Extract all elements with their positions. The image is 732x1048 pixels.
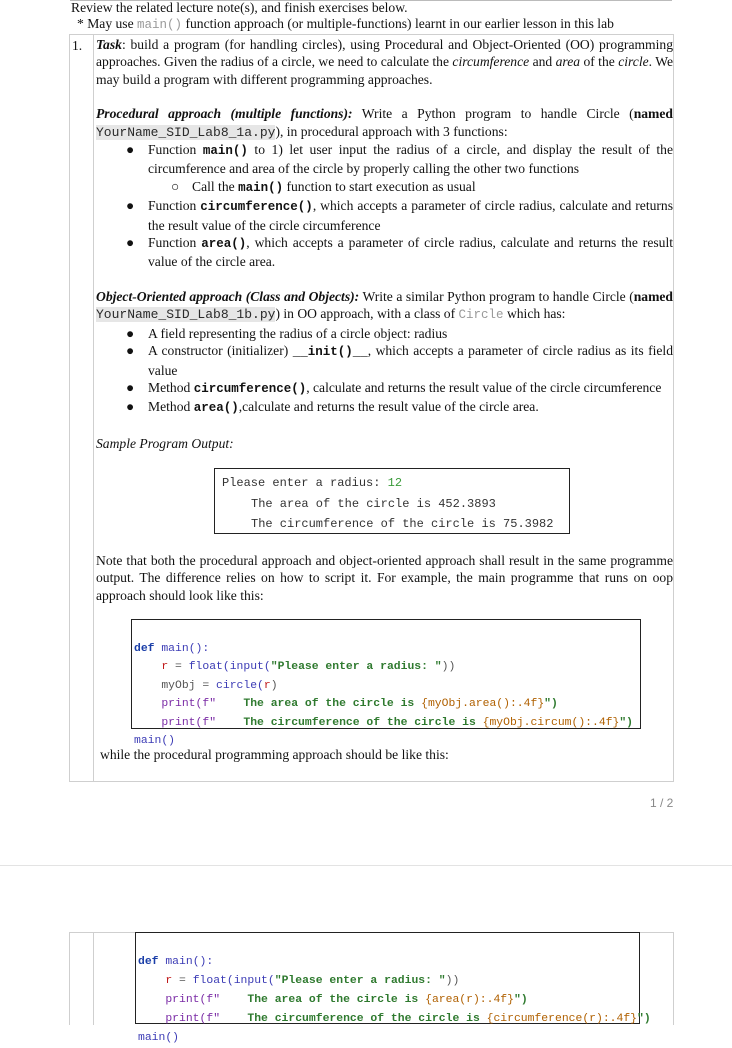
sample-output-box [214,468,570,534]
exercise-content [96,36,673,452]
list-item: ● Function area(), which accepts a parameter of circle radius, calculate and returns the result value of the circle area. [126,235,673,270]
procedural-list [96,141,673,271]
list-item: ● Function circumference(), which accepts a parameter of circle radius, calculate and returns the result value of the circle circumference [126,198,674,233]
oo-list [96,325,673,418]
list-item: ● Method circumference(), calculate and returns the result value of the circle circumference [126,379,662,396]
oo-intro: Object-Oriented approach (Class and Objects): Write a similar Python program to handle Circle (named YourName_SID_Lab8_1b.py) in OO approach, with a class of Circle which has: [96,288,673,323]
may-use-note: * May use main() function approach (or multiple-functions) learnt in our earlier lesson in this lab [77,16,614,32]
review-instruction: Review the related lecture note(s), and finish exercises below. [71,0,408,15]
page-number: 1 / 2 [650,796,674,810]
while-paragraph: while the procedural programming approach should be like this: [100,747,449,762]
list-item: ● A field representing the radius of a circle object: radius [126,325,448,341]
note-paragraph: Note that both the procedural approach and object-oriented approach shall result in the same programme output. The difference relies on how to script it. For example, the main programme that runs on oop approach should look like this: [96,553,673,603]
sample-line-prompt: Please enter a radius: 12 [222,476,403,490]
sample-line-area: The area of the circle is 452.3893 [251,496,496,511]
list-item: ● A constructor (initializer) __init()__, which accepts a parameter of circle radius as its field value [126,343,673,378]
procedural-code-box: def main(): r = float(input("Please enter a radius: ")) print(f" The area of the circle is {area(r):.4f}") print(f" The circumference of the circle is {circumference(r):.4f}") main() [135,932,640,1024]
sample-label: Sample Program Output: [96,435,234,451]
exercise-number: 1. [72,38,83,53]
document-page-2 [0,866,732,1044]
task-paragraph: Task: build a program (for handling circles), using Procedural and Object-Oriented (OO) programming approaches. Given the radius of a circle, we need to calculate the circumference and area of the circle. We may build a program with different programming approaches. [96,37,673,87]
oop-code-box: def main(): r = float(input("Please enter a radius: ")) myObj = circle(r) print(f" The area of the circle is {myObj.area():.4f}") print(f" The circumference of the circle is {myObj.circum():.4f}") main() [131,619,641,729]
sample-line-circumference: The circumference of the circle is 75.3982 [251,517,554,531]
list-item: ○ Call the main() function to start execution as usual [171,178,476,195]
list-item: ● Method area(),calculate and returns the result value of the circle area. [126,399,539,416]
procedural-intro: Procedural approach (multiple functions): Write a Python program to handle Circle (named YourName_SID_Lab8_1a.py), in procedural approach with 3 functions: [96,106,673,140]
list-item: ● Function main() to 1) let user input the radius of a circle, and display the result of the circumference and area of the circle by properly calling the other two functions [126,142,673,177]
